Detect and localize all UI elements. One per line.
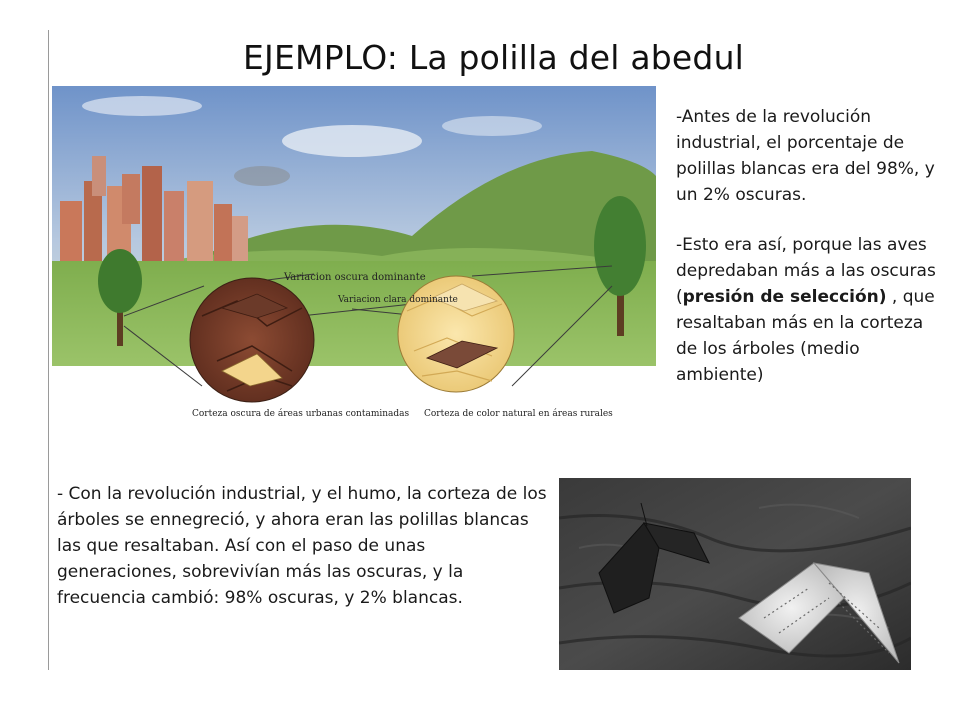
left-margin-rule [48, 30, 49, 670]
paragraph-before-revolution: -Antes de la revolución industrial, el porcentaje de polillas blancas era del 98%, y un 2% oscuras. [676, 107, 935, 205]
landscape-svg [52, 86, 656, 446]
landscape-illustration [52, 86, 656, 446]
cloud [442, 116, 542, 136]
label-dark-variation: Variacion oscura dominante [284, 272, 426, 283]
paragraph-selection-pressure: -Esto era así, porque las aves depredaban más a las oscuras (presión de selección) , que resaltaban más en la corteza de los árboles (medio ambiente) [676, 235, 936, 385]
selection-pressure-bold: presión de selección) [682, 287, 887, 307]
cloud [82, 96, 202, 116]
cloud [282, 125, 422, 157]
caption-left: Corteza oscura de áreas urbanas contaminadas [192, 409, 410, 419]
dark-bark-circle [190, 278, 314, 402]
caption-background [52, 366, 656, 446]
moths-photo-svg [559, 478, 911, 670]
moths-photo [559, 478, 911, 670]
caption-right: Corteza de color natural en áreas rurales [424, 409, 613, 419]
industrial-revolution-paragraph: - Con la revolución industrial, y el humo, la corteza de los árboles se ennegreció, y ahora eran las polillas blancas las que resaltaban. Así con el paso de unas generaciones, sobrevivían más las oscuras, y la frecuencia cambió: 98% oscuras, y 2% blancas. [57, 484, 547, 608]
label-light-variation: Variacion clara dominante [338, 295, 458, 305]
light-bark-circle [398, 276, 514, 392]
right-explanation [676, 104, 948, 412]
slide-title: EJEMPLO: La polilla del abedul [243, 38, 745, 77]
